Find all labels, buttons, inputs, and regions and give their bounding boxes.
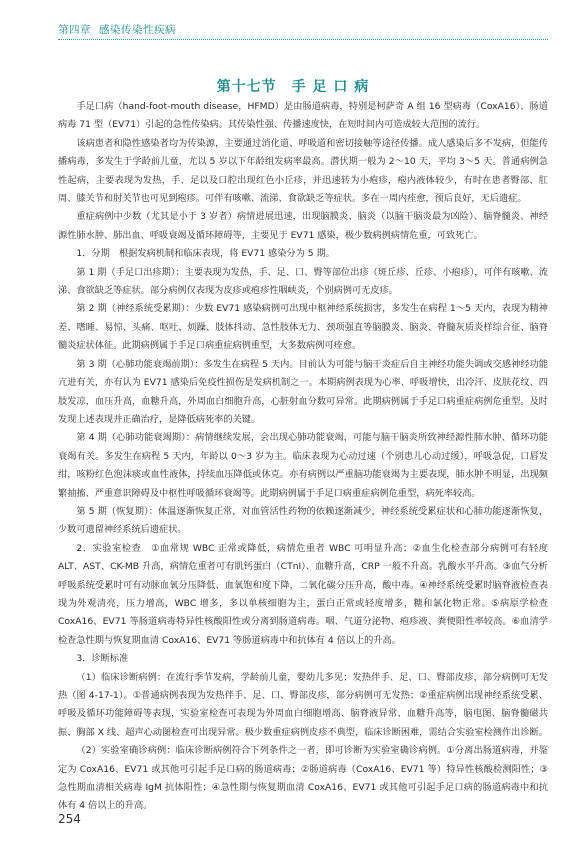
chapter-title: 感染传染性疾病: [99, 24, 176, 36]
paragraph-transmission: 该病患者和隐性感染者均为传染源，主要通过消化道、呼吸道和密切接触等途径传播。成人感染后多不发病，但能传播病毒，多发生于学龄前儿童，尤以 5 岁以下年龄组发病率最高。潜伏期一般为 2～10 天，平均 3～5 天。普通病例急性起病，主要表现为发热，手、足以及口腔出现红色小丘疹，并迅速转为小疱疹，疱内液体较少，有时在患者臀部、肛周、膝关节和肘关节也可见到疱疹。可伴有咳嗽、流涕、食欲缺乏等症状。多在一周内痊愈，预后良好，无后遗症。: [58, 137, 548, 205]
paragraph-severe-cases: 重症病例中少数（尤其是小于 3 岁者）病情进展迅速，出现脑膜炎、脑炎（以脑干脑炎最为凶险）、脑脊髓炎、神经源性肺水肿、肺出血、呼吸衰竭及循环障碍等，主要见于 EV71 感染，极少数病例病情危重，可致死亡。: [58, 211, 548, 241]
heading-staging: 1．分期 根据发病机制和临床表现，将 EV71 感染分为 5 期。: [76, 248, 335, 260]
paragraph-lab-confirmed: （2）实验室确诊病例：临床诊断病例符合下列条件之一者，即可诊断为实验室确诊病例。①分离出肠道病毒，并鉴定为 CoxA16、EV71 或其他可引起手足口病的肠道病毒；②肠道病毒（CoxA16、EV71 等）特异性核酸检测阳性；③急性期血清相关病毒 IgM 抗体阳性；④急性期与恢复期血清 CoxA16、EV71 或其他可引起手足口病的肠道病毒中和抗体有 4 倍以上的升高。: [58, 745, 548, 812]
section-title: 第十七节 手 足 口 病: [216, 79, 370, 95]
paragraph-clinical-diagnosis: （1）临床诊断病例：在流行季节发病，学龄前儿童，婴幼儿多见；发热伴手、足、口、臀部皮疹，部分病例可无发热（图 4-17-1）。①普通病例表现为发热伴手、足、口、臀部皮疹，部分病例可无发热；②重症病例出现神经系统受累、呼吸及循环功能障碍等表现，实验室检查可表现为外周血白细胞增高、脑脊液异常、血糖升高等，脑电图、脑脊髓磁共振、胸部 X 线、超声心动图检查可出现异常。极少数重症病例皮疹不典型，临床诊断困难，需结合实验室检测作出诊断。: [58, 671, 548, 738]
header-divider: [58, 39, 548, 40]
chapter-heading: [58, 22, 176, 37]
paragraph-stage-4: 第 4 期（心肺功能衰竭期）：病情继续发展，会出现心肺功能衰竭，可能与脑干脑炎所致神经源性肺水肿、循环功能衰竭有关。多发生在病程 5 天内，年龄以 0～3 岁为主。临床表现为心动过速（个别患儿心动过缓），呼吸急促，口唇发绀，咳粉红色泡沫痰或血性液体，持续血压降低或休克。亦有病例以严重脑功能衰竭为主要表现，肺水肿不明显，出现频繁抽搐、严重意识障碍及中枢性呼吸循环衰竭等。此期病例属于手足口病重症病例危重型，病死率较高。: [58, 432, 548, 499]
paragraph-intro: 手足口病（hand-foot-mouth disease，HFMD）是由肠道病毒，特别是柯萨奇 A 组 16 型病毒（CoxA16）、肠道病毒 71 型（EV71）引起的急性传染病。其传染性强、传播速度快，在短时间内可造成较大范围的流行。: [58, 101, 548, 131]
heading-diagnosis: 3．诊断标准: [76, 653, 129, 665]
body-text: [58, 98, 548, 816]
paragraph-stage-1: 第 1 期（手足口出疹期）：主要表现为发热，手、足、口、臀等部位出疹（斑丘疹、丘疹、小疱疹），可伴有咳嗽、流涕、食欲缺乏等症状。部分病例仅表现为皮疹或疱疹性咽峡炎，个别病例可无皮疹。: [58, 266, 548, 297]
paragraph-stage-5: 第 5 期（恢复期）：体温逐渐恢复正常，对血管活性药物的依赖逐渐减少，神经系统受累症状和心肺功能逐渐恢复，少数可遗留神经系统后遗症状。: [58, 505, 548, 536]
paragraph-lab-tests: 2．实验室检查 ①血常规 WBC 正常或降低，病情危重者 WBC 可明显升高；②血生化检查部分病例可有轻度 ALT、AST、CK-MB 升高，病情危重者可有肌钙蛋白（CTnI）、血糖升高，CRP 一般不升高。乳酸水平升高。③血气分析呼吸系统受累时可有动脉血氧分压降低、血氧饱和度下降，二氧化碳分压升高，酸中毒。④神经系统受累时脑脊液检查表现为外观清亮，压力增高，WBC 增多，多以单核细胞为主，蛋白正常或轻度增多，糖和氯化物正常。⑤病原学检查 CoxA16、EV71 等肠道病毒特异性核酸阳性或分离到肠道病毒。咽、气道分泌物、疱疹液、粪便阳性率较高。⑥血清学检查急性期与恢复期血清 CoxA16、EV71 等肠道病毒中和抗体有 4 倍以上的升高。: [58, 542, 548, 646]
chapter-number: 第四章: [58, 24, 91, 36]
page-header: [0, 0, 586, 40]
paragraph-stage-2: 第 2 期（神经系统受累期）：少数 EV71 感染病例可出现中枢神经系统损害，多发生在病程 1～5 天内，表现为精神差、嗜睡、易惊、头痛、呕吐、烦躁、肢体抖动、急性肢体无力、颈项强直等脑膜炎、脑炎、脊髓灰质炎样综合征、脑脊髓炎症状体征。此期病例属于手足口病重症病例重型，大多数病例可痊愈。: [58, 303, 548, 352]
page-number: 254: [58, 812, 81, 826]
paragraph-stage-3: 第 3 期（心肺功能衰竭前期）：多发生在病程 5 天内。目前认为可能与脑干炎症后自主神经功能失调或交感神经功能亢进有关，亦有认为 EV71 感染后免疫性损伤是发病机制之一。本期病例表现为心率、呼吸增快，出冷汗、皮肤花纹、四肢发凉，血压升高，血糖升高，外周血白细胞升高，心脏射血分数可异常。此期病例属于手足口病重症病例危重型。及时发现上述表现并正确治疗，是降低病死率的关键。: [58, 358, 548, 425]
